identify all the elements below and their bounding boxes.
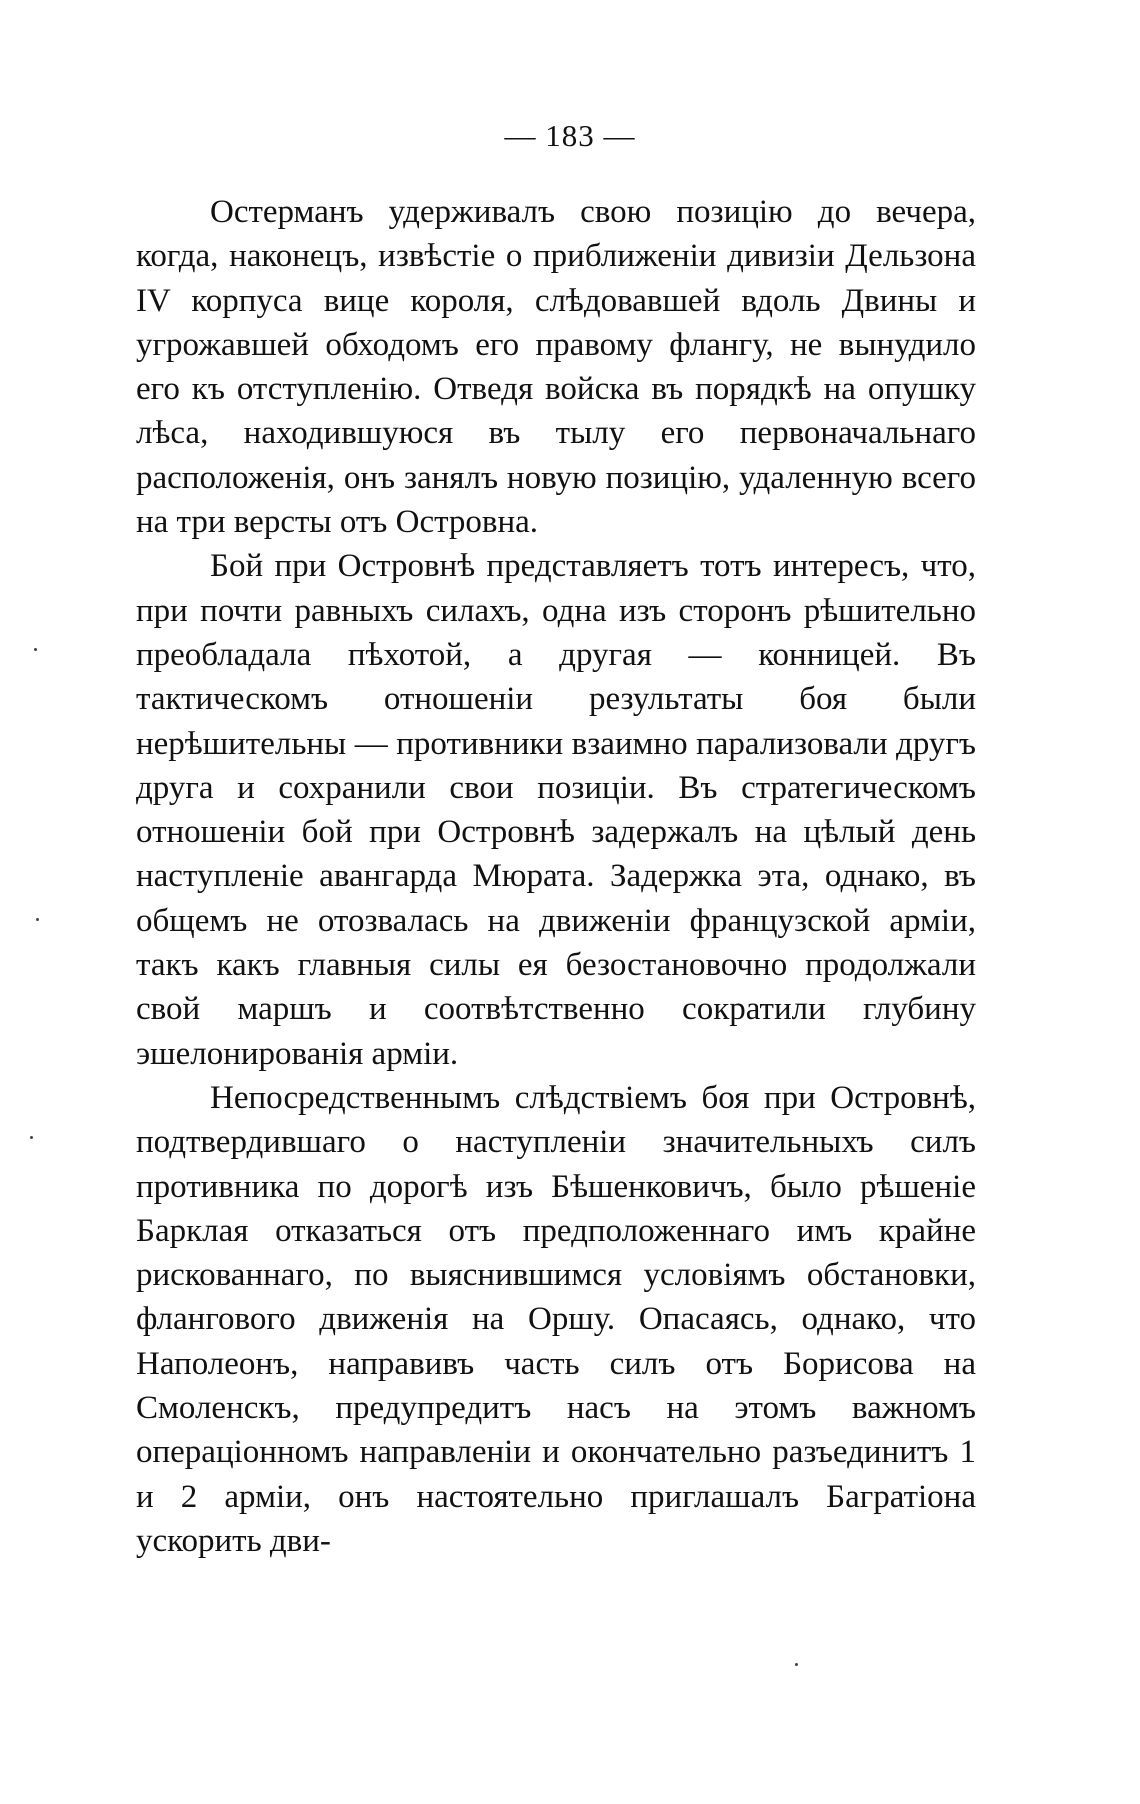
print-speck — [34, 648, 37, 651]
paragraph-3: Непосредственнымъ слѣдствіемъ боя при Островнѣ, подтвердившаго о наступленіи значительныхъ силъ противника по дорогѣ изъ Бѣшенковичъ, было рѣшеніе Барклая отказаться отъ предположеннаго имъ крайне рискованнаго, по выяснившимся условіямъ обстановки, флангового движенія на Оршу. Опасаясь, однако, что Наполеонъ, направивъ часть силъ отъ Борисова на Смоленскъ, предупредитъ насъ на этомъ важномъ операціонномъ направленіи и окончательно разъединитъ 1 и 2 арміи, онъ настоятельно приглашалъ Багратіона ускорить дви- — [136, 1079, 976, 1559]
print-speck — [36, 918, 39, 921]
print-speck — [30, 1136, 33, 1139]
paragraph-2: Бой при Островнѣ представляетъ тотъ интересъ, что, при почти равныхъ силахъ, одна изъ сторонъ рѣшительно преобладала пѣхотой, а другая — конницей. Въ тактическомъ отношеніи результаты боя были нерѣшительны — противники взаимно парализовали другъ друга и сохранили свои позиціи. Въ стратегическомъ отношеніи бой при Островнѣ задержалъ на цѣлый день наступленіе авангарда Мюрата. Задержка эта, однако, въ общемъ не отозвалась на движеніи французской арміи, такъ какъ главныя силы ея безостановочно продолжали свой маршъ и соотвѣтственно сократили глубину эшелонированія арміи. — [136, 548, 976, 1072]
paragraph-1: Остерманъ удерживалъ свою позицію до вечера, когда, наконецъ, извѣстіе о приближеніи дивизіи Дельзона IV корпуса вице короля, слѣдовавшей вдоль Двины и угрожавшей обходомъ его правому флангу, не вынудило его къ отступленію. Отведя войска въ порядкѣ на опушку лѣса, находившуюся въ тылу его первоначальнаго расположенія, онъ занялъ новую позицію, удаленную всего на три версты отъ Островна. — [136, 194, 976, 541]
print-speck — [795, 1663, 798, 1666]
page-number: — 183 — — [504, 118, 636, 153]
body-text — [136, 190, 976, 1563]
